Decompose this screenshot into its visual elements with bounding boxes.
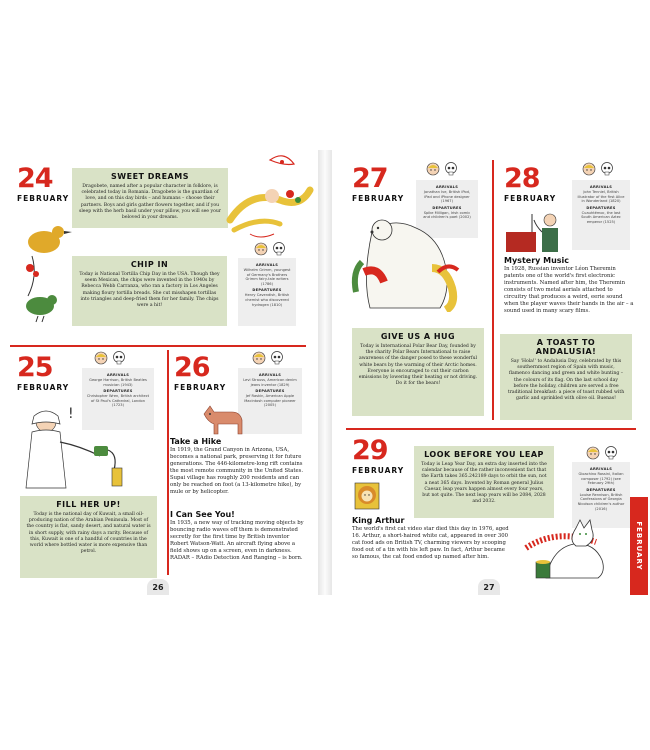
chip-in-title: CHIP IN	[130, 260, 169, 269]
look-before-you-leap-box	[414, 446, 554, 518]
arrivals-label: ARRIVALS	[589, 185, 613, 189]
month-label-25: FEBRUARY	[17, 383, 70, 392]
toast-to-andalusia-box	[500, 334, 632, 420]
look-before-you-leap-body: Today is Leap Year Day, an extra day inserted into the calendar because of the rather inconvenient fact that the Earth takes 365.242189 days to orbit the sun, not a neat 365 days. Invented by Roman general Julius Caesar, leap years happen almost every four years, but not quite. The next leap years will be 2084, 2028 and 2032.	[421, 462, 547, 505]
departures-label: DEPARTURES	[252, 288, 282, 293]
baby-icon	[426, 162, 440, 176]
i-can-see-you-title: I Can See You!	[170, 510, 235, 519]
skull-icon	[600, 162, 614, 176]
day-number-25: 25	[17, 352, 53, 383]
i-can-see-you-body: In 1935, a new way of tracking moving objects by bouncing radio waves off them is demonstrated secretly for the first time by British inventor Robert Watson-Watt. An aircraft flying above a field shows up on a screen, even in darkness. RADAR – RAdio Detection And Ranging – is born.	[170, 520, 304, 561]
bird-icon	[14, 212, 74, 324]
arrivals-text: Jonathan Ive, British iPod, iPad and iPhone designer (1967)	[423, 190, 471, 204]
baby-icon	[94, 351, 108, 365]
divider-line	[167, 350, 169, 575]
chip-in-body: Today is National Tortilla Chip Day in the USA. Though they seem Mexican, the chips were invented in the 1940s by Rebecca Webb Carranza, who ran a factory in Los Angeles making floury tortilla breads. She cut misshapen tortillas into triangles and deep-fried them for her family. The chips were a hit!	[79, 272, 220, 309]
february-tab-label: FEBRUARY	[635, 521, 643, 571]
baby-icon	[254, 242, 268, 256]
take-a-hike-body: In 1919, the Grand Canyon in Arizona, USA, becomes a national park, preserving it for future generations. The 446-kilometre-long rift contains the most remote community in the United States. Supai village has roughly 200 residents and can only be reached on foot (a 13-kilometre hike), by mule or by helicopter.	[170, 447, 304, 495]
month-label-28: FEBRUARY	[504, 194, 557, 203]
skull-icon	[604, 446, 618, 460]
svg-text:!: !	[68, 406, 74, 422]
icons-27	[426, 162, 458, 176]
departures-label: DEPARTURES	[255, 389, 285, 394]
icons-25	[94, 351, 126, 365]
departures-text: Henry Cavendish, British chemist who discovered hydrogen (1810)	[244, 293, 290, 307]
arrivals-text: Gioachino Rossini, Italian composer (1792) (see February 29th)	[578, 472, 624, 486]
icons-24	[254, 242, 286, 256]
lion-icon	[354, 482, 380, 510]
fill-her-up-title: FILL HER UP!	[56, 500, 121, 509]
book-gutter	[318, 150, 332, 595]
arrivals-label: ARRIVALS	[255, 263, 279, 267]
day-number-29: 29	[352, 435, 388, 466]
mystery-music-body: In 1928, Russian inventor Léon Theremin patents one of the world's first electronic instruments. Named after him, the Theremin consists of two metal aerials attached to circuitry that produces a weird, eerie sound when the player waves their hands in the air – a sound used in many scary films.	[504, 266, 634, 314]
king-arthur-title: King Arthur	[352, 516, 405, 525]
departures-text: Louise Rennison, British Confessions of Georgia Nicolson children's author (2016)	[577, 492, 625, 511]
side-panel-24	[238, 258, 296, 326]
left-page	[10, 150, 318, 595]
skull-icon	[112, 351, 126, 365]
sweet-dreams-title: SWEET DREAMS	[111, 172, 189, 181]
departures-label: DEPARTURES	[103, 389, 133, 394]
icons-29	[586, 446, 618, 460]
take-a-hike-title: Take a Hike	[170, 437, 222, 446]
baby-icon	[582, 162, 596, 176]
fill-her-up-body: Today is the national day of Kuwait, a small oil-producing nation of the Arabian Peninsula. Most of the country is flat, sandy desert, and natural water is in short supply, with rainy days a rarity. Because of this, Kuwait is one of a handful of countries in the world where bottled water is more expensive than petrol.	[26, 512, 151, 555]
side-panel-28	[572, 180, 630, 250]
divider-line	[346, 428, 636, 430]
toast-to-andalusia-body: Say 'Hola!' to Andalusia Day, celebrated by this southernmost region of Spain with music, flamenco dancing and green and white bunting – the colours of its flag. On the last school day before the holiday, children are served a free traditional breakfast: a piece of toast rubbed with garlic and sprinkled with olive oil. Buenas!	[507, 359, 625, 402]
departures-label: DEPARTURES	[586, 487, 616, 492]
baby-icon	[252, 351, 266, 365]
divider-line	[10, 345, 306, 347]
arrivals-label: ARRIVALS	[589, 467, 613, 471]
day-number-27: 27	[352, 163, 388, 194]
day-number-26: 26	[174, 352, 210, 383]
baby-icon	[586, 446, 600, 460]
right-page	[332, 150, 640, 595]
day-number-24: 24	[17, 163, 53, 194]
theremin-player-icon	[504, 210, 568, 254]
february-tab	[630, 497, 648, 595]
month-label-26: FEBRUARY	[174, 383, 227, 392]
skull-icon	[444, 162, 458, 176]
departures-text: Jef Raskin, American Apple Macintosh computer pioneer (2005)	[244, 394, 296, 408]
skull-icon	[270, 351, 284, 365]
fox-icon	[198, 396, 248, 436]
sweet-dreams-box	[72, 168, 228, 228]
departures-label: DEPARTURES	[432, 205, 462, 210]
page-number-left: 26	[147, 579, 169, 595]
give-us-a-hug-body: Today is International Polar Bear Day, founded by the charity Polar Bears International to raise awareness of the danger posed to these wonderful white bears by the warming of their Arctic homes. Everyone is encouraged to cut their carbon emissions by lowering their heating or not driving. Do it for the bears!	[358, 344, 478, 387]
departures-text: Christopher Wren, British architect of St Paul's Cathedral, London (1723)	[86, 394, 150, 408]
arrivals-text: Wilhelm Grimm, youngest of Germany's Brothers Grimm fairy-tale writers (1786)	[243, 268, 291, 286]
cat-icon	[516, 518, 616, 582]
month-label-29: FEBRUARY	[352, 466, 405, 475]
toast-to-andalusia-title: A TOAST TO ANDALUSIA!	[535, 338, 597, 356]
divider-line	[492, 160, 494, 420]
king-arthur-body: The world's first cat video star died this day in 1976, aged 16. Arthur, a short-haired white cat, appeared in over 300 cat food ads on British TV, charming viewers by scooping food out of a tin with his left paw. In fact, Arthur became so famous, the cat food ended up named after him.	[352, 526, 509, 560]
sweet-dreams-body: Dragobete, named after a popular character in folklore, is celebrated today in Romania. Dragobete is the guardian of love, and on this day birds – and humans – choose their partners. Boys and girls gather flowers together, and if you sleep with the herb basil under your pillow, you will see your beloved in your dreams.	[78, 184, 221, 221]
page-number-right: 27	[478, 579, 500, 595]
month-label-24: FEBRUARY	[17, 194, 70, 203]
polar-bear-icon	[342, 212, 482, 312]
mermaid-icon	[210, 150, 316, 250]
arrivals-text: Levi Strauss, American denim jeans inventor (1829)	[243, 378, 297, 387]
arrivals-text: George Harrison, British Beatles musician (1943)	[89, 378, 147, 387]
day-number-28: 28	[504, 163, 540, 194]
departures-label: DEPARTURES	[586, 205, 616, 210]
man-icon	[16, 402, 136, 492]
arrivals-text: John Tenniel, British illustrator of the first Alice in Wonderland (1820)	[577, 190, 625, 204]
icons-26	[252, 351, 284, 365]
give-us-a-hug-box	[352, 328, 484, 416]
icons-28	[582, 162, 614, 176]
fill-her-up-box	[20, 496, 157, 578]
arrivals-label: ARRIVALS	[106, 373, 130, 377]
departures-text: Spike Milligan, Irish comic and children's poet (2002)	[423, 210, 471, 220]
skull-icon	[272, 242, 286, 256]
chip-in-box	[72, 256, 227, 326]
month-label-27: FEBRUARY	[352, 194, 405, 203]
give-us-a-hug-title: GIVE US A HUG	[380, 332, 456, 341]
mystery-music-title: Mystery Music	[504, 256, 570, 265]
departures-text: Cuauhtémoc, the last South American Aztec emperor (1525)	[581, 210, 621, 224]
arrivals-label: ARRIVALS	[435, 185, 459, 189]
look-before-you-leap-title: LOOK BEFORE YOU LEAP	[424, 450, 544, 459]
arrivals-label: ARRIVALS	[258, 373, 282, 377]
